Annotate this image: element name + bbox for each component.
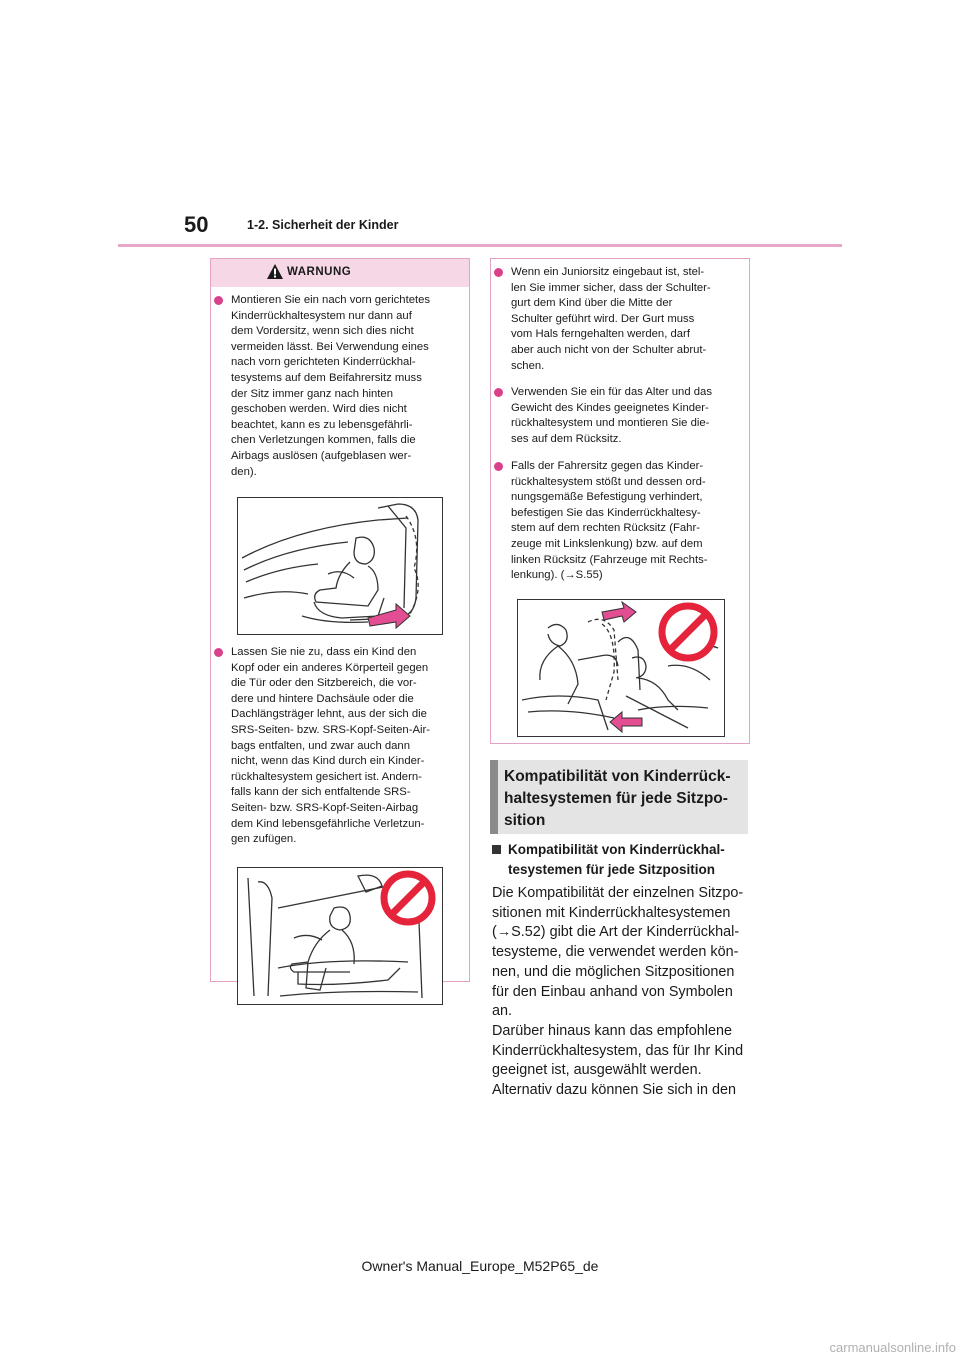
square-bullet-icon [492, 845, 501, 854]
bullet-dot-icon [494, 388, 503, 397]
section-title: Kompatibilität von Kinderrück- haltesystemen für jede Sitzpo- sition [504, 768, 731, 829]
bullet-dot-icon [494, 268, 503, 277]
bullet-dot-icon [494, 462, 503, 471]
illustration-driver-seat-interference [517, 599, 725, 737]
watermark: carmanualsonline.info [829, 1340, 956, 1355]
warning-triangle-icon [266, 263, 284, 280]
page-number: 50 [184, 212, 209, 237]
prohibition-icon [662, 606, 714, 658]
header-rule [118, 244, 842, 247]
footer: Owner's Manual_Europe_M52P65_de [361, 1258, 599, 1274]
section-title-box [490, 760, 748, 834]
warning-box-right: Wenn ein Juniorsitz eingebaut ist, stel- len Sie immer sicher, dass der Schulter- gurt dem Kind über die Mitte der Schulter geführt wird. Der Gurt muss vom Hals ferngehalten werden, darf aber auch nicht von der Schulter abrut- schen. Verwenden Sie ein für das Alter und das Gewicht des Kindes geeignetes Kinder- rückhaltesystem und montieren Sie die- ses auf dem Rücksitz. Falls der Fahrersitz gegen das Kinder- rückhaltesystem stößt und dessen ord- nungsgemäße Befestigung verhindert, befestigen Sie das Kinderrückhaltesy- stem auf dem rechten Rücksitz (Fahr- zeuge mit Linkslenkung) bzw. auf dem linken Rücksitz (Fahrzeuge mit Rechts- lenkung). (→S.55) [490, 258, 750, 744]
bullet-dot-icon [214, 296, 223, 305]
illustration-front-seat-child-seat [237, 497, 443, 635]
section-title-bar [490, 760, 498, 834]
illustration-child-leaning-door [237, 867, 443, 1005]
warning-header [211, 259, 469, 287]
section-header: 1-2. Sicherheit der Kinder [247, 218, 399, 232]
bullet-dot-icon [214, 648, 223, 657]
warning-title: WARNUNG [287, 266, 352, 278]
body-paragraph: Die Kompatibilität der einzelnen Sitzpo- sitionen mit Kinderrückhaltesystemen (→S.52) gibt die Art der Kinderrückhal- tesysteme, die verwendet werden kön- nen, und die möglichen Sitzpositionen für den Einbau anhand von Symbolen an. Darüber hinaus kann das empfohlene Kinderrückhaltesystem, das für Ihr Kind geeignet ist, ausgewählt werden. Alternativ dazu können Sie sich in den [492, 885, 744, 1099]
prohibition-icon [384, 874, 432, 922]
warning-box-left: WARNUNG Montieren Sie ein nach vorn gerichtetes Kinderrückhaltesystem nur dann auf dem Vordersitz, wenn sich dies nicht vermeiden lässt. Bei Verwendung eines nach vorn gerichteten Kinderrückhal- tesystems auf dem Beifahrersitz muss der Sitz immer ganz nach hinten geschoben werden. Wird dies nicht beachtet, kann es zu lebensgefährli- chen Verletzungen kommen, falls die Airbags auslösen (aufgeblasen wer- den). Lassen Sie nie zu, dass ein Kind den Kopf oder ein anderes Körperteil gegen die Tür oder den Sitzbereich, die vor- dere und hintere Dachsäule oder die Dachlängsträger lehnt, aus der sich die SRS-Seiten- bzw. SRS-Kopf-Seiten-Air- bags entfalten, und zwar auch dann nicht, wenn das Kind durch ein Kinder- rückhaltesystem gesichert ist. Andern- falls kann der sich entfaltende SRS- Seiten- bzw. SRS-Kopf-Seiten-Airbag dem Kind lebensgefährliche Verletzun- gen zufügen. [210, 258, 470, 982]
